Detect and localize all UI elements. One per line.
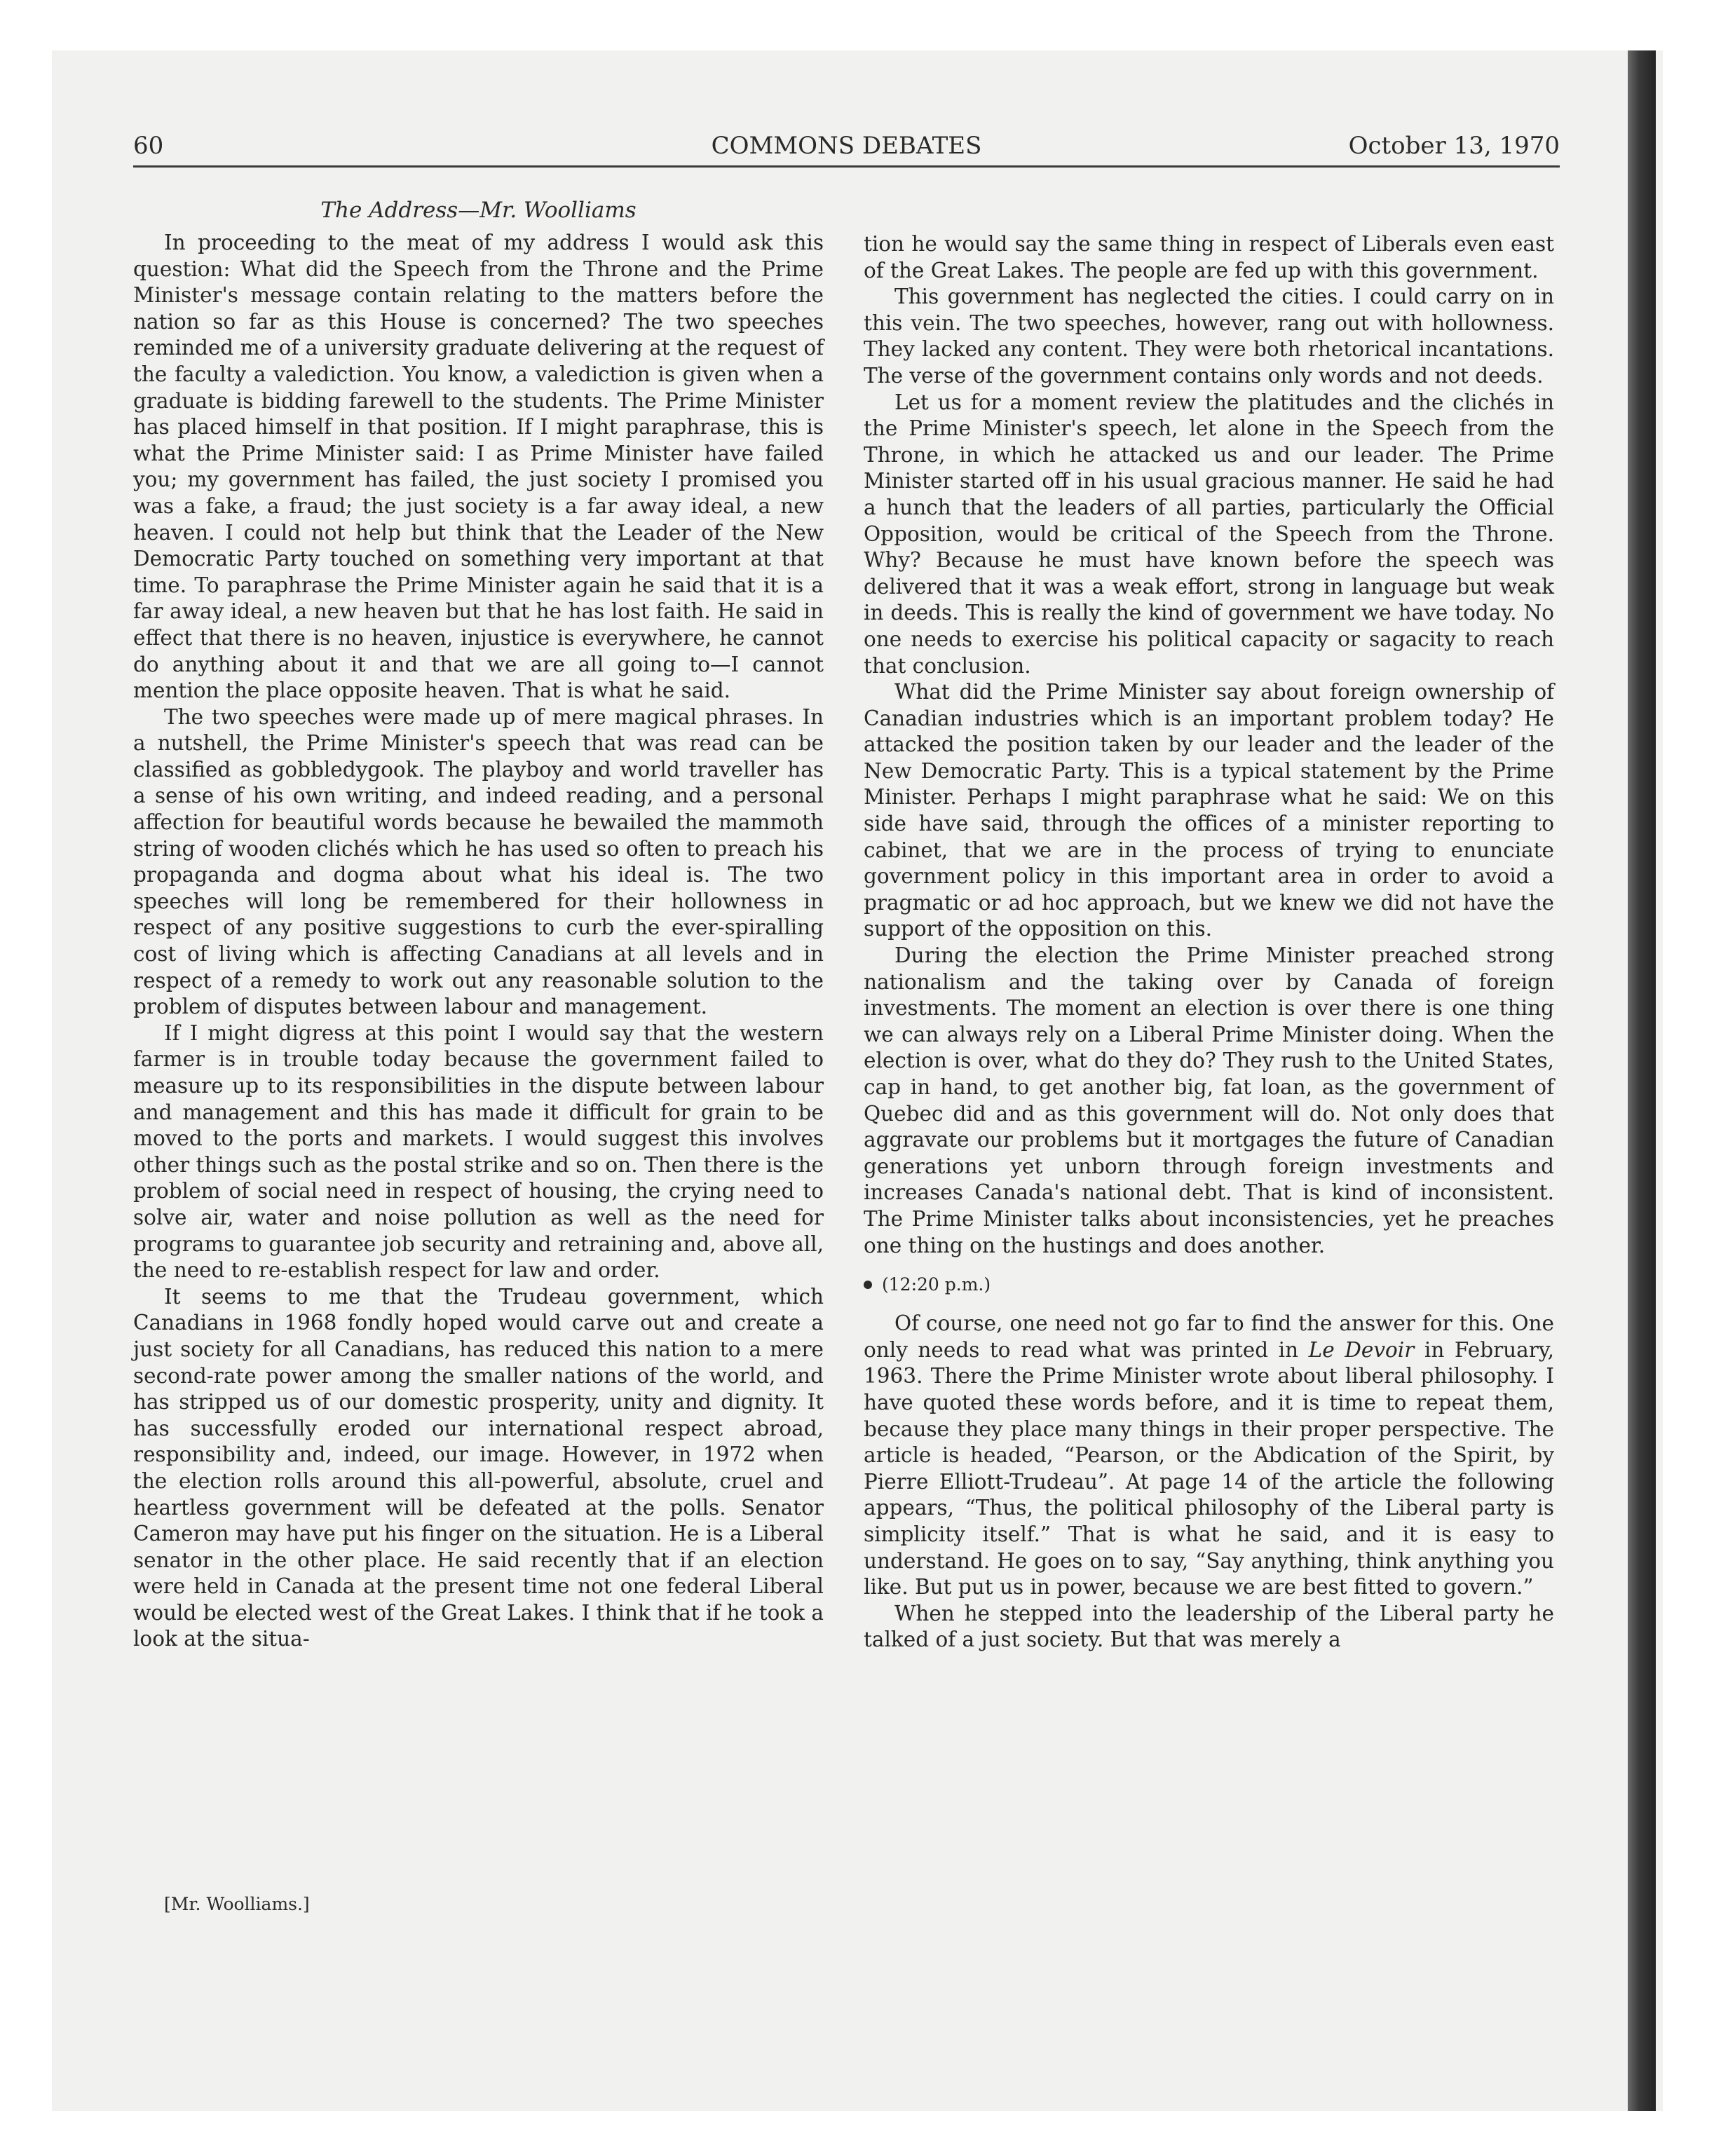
binding-edge <box>1628 50 1656 2111</box>
header-rule <box>133 165 1560 168</box>
paragraph: tion he would say the same thing in respect of Liberals even east of the Great Lakes. The people are fed up with this government. <box>864 232 1554 282</box>
paragraph: In proceeding to the meat of my address I would ask this question: What did the Speech from the Throne and the Prime Minister's message contain relating to the matters before the nation so far as this House is concerned? The two speeches reminded me of a university graduate delivering at the request of the faculty a valediction. You know, a valediction is given when a graduate is bidding farewell to the students. The Prime Minister has placed himself in that position. If I might paraphrase, this is what the Prime Minister said: I as Prime Minister have failed you; my government has failed, the just society I promised you was a fake, a fraud; the just society is a far away ideal, a new heaven. I could not help but think that the Leader of the New Democratic Party touched on something very important at that time. To paraphrase the Prime Minister again he said that it is a far away ideal, a new heaven but that he has lost faith. He said in effect that there is no heaven, injustice is everywhere, he cannot do anything about it and that we are all going to—I cannot mention the place opposite heaven. That is what he said. <box>133 231 824 703</box>
page-header <box>133 132 1560 168</box>
bullet-icon <box>864 1281 872 1289</box>
paragraph: Let us for a moment review the platitudes and the clichés in the Prime Minister's speech, let alone in the Speech from the Throne, in which he attacked us and our leader. The Prime Minister started off in his usual gracious manner. He said he had a hunch that the leaders of all parties, particularly the Official Opposition, would be critical of the Speech from the Throne. Why? Because he must have known before the speech was delivered that it was a weak effort, strong in language but weak in deeds. This is really the kind of government we have today. No one needs to exercise his political capacity or sagacity to reach that conclusion. <box>864 390 1554 678</box>
time-marker <box>864 1274 1554 1295</box>
paragraph: This government has neglected the cities. I could carry on in this vein. The two speeches, however, rang out with hollowness. They lacked any content. They were both rhetorical incantations. The verse of the government contains only words and not deeds. <box>864 285 1554 388</box>
publication-name: Le Devoir <box>1308 1337 1415 1362</box>
speaker-footer: [Mr. Woolliams.] <box>164 1894 310 1914</box>
page-number: 60 <box>133 132 164 160</box>
paragraph: What did the Prime Minister say about foreign ownership of Canadian industries which is an important problem today? He attacked the position taken by our leader and the leader of the New Democratic Party. This is a typical statement by the Prime Minister. Perhaps I might paraphrase what he said: We on this side have said, through the offices of a minister reporting to cabinet, that we are in the process of trying to enunciate government policy in this important area in order to avoid a pragmatic or ad hoc approach, but we knew we did not have the support of the opposition on this. <box>864 680 1554 941</box>
paragraph <box>864 1311 1554 1601</box>
time-marker-text: (12:20 p.m.) <box>882 1274 991 1295</box>
left-column <box>133 230 824 1653</box>
paragraph-text: in February, 1963. There the Prime Minister wrote about liberal philosophy. I have quoted these words before, and it is time to repeat them, because they place many things in their proper perspective. The article is headed, “Pearson, or the Abdication of the Spirit, by Pierre Elliott-Trudeau”. At page 14 of the article the following appears, “Thus, the political philosophy of the Liberal party is simplicity itself.” That is what he said, and it is easy to understand. He goes on to say, “Say anything, think anything you like. But put us in power, because we are best fitted to govern.” <box>864 1337 1554 1599</box>
paragraph: During the election the Prime Minister preached strong nationalism and the taking over by Canada of foreign investments. The moment an election is over there is one thing we can always rely on a Liberal Prime Minister doing. When the election is over, what do they do? They rush to the United States, cap in hand, to get another big, fat loan, as the government of Quebec did and as this government will do. Not only does that aggravate our problems but it mortgages the future of Canadian generations yet unborn through foreign investments and increases Canada's national debt. That is kind of inconsistent. The Prime Minister talks about inconsistencies, yet he preaches one thing on the hustings and does another. <box>864 943 1554 1257</box>
paragraph: When he stepped into the leadership of the Liberal party he talked of a just society. But that was merely a <box>864 1601 1554 1652</box>
right-column <box>864 231 1554 1653</box>
paragraph: The two speeches were made up of mere magical phrases. In a nutshell, the Prime Minister's speech that was read can be classified as gobbledygook. The playboy and world traveller has a sense of his own writing, and indeed reading, and a personal affection for beautiful words because he bewailed the mammoth string of wooden clichés which he has used so often to preach his propaganda and dogma about what his ideal is. The two speeches will long be remembered for their hollowness in respect of any positive suggestions to curb the ever-spiralling cost of living which is affecting Canadians at all levels and in respect of a remedy to work out any reasonable solution to the problem of disputes between labour and management. <box>133 704 824 1019</box>
paragraph: If I might digress at this point I would say that the western farmer is in trouble today because the government failed to measure up to its responsibilities in the dispute between labour and management and this has made it difficult for grain to be moved to the ports and markets. I would suggest this involves other things such as the postal strike and so on. Then there is the problem of social need in respect of housing, the crying need to solve air, water and noise pollution as well as the need for programs to guarantee job security and retraining and, above all, the need to re-establish respect for law and order. <box>133 1021 824 1283</box>
page-date: October 13, 1970 <box>1348 132 1560 160</box>
running-head: The Address—Mr. Woolliams <box>320 198 637 223</box>
paragraph: It seems to me that the Trudeau government, which Canadians in 1968 fondly hoped would carve out and create a just society for all Canadians, has reduced this nation to a mere second-rate power among the smaller nations of the world, and has stripped us of our domestic prosperity, unity and dignity. It has successfully eroded our international respect abroad, responsibility and, indeed, our image. However, in 1972 when the election rolls around this all-powerful, absolute, cruel and heartless government will be defeated at the polls. Senator Cameron may have put his finger on the situation. He is a Liberal senator in the other place. He said recently that if an election were held in Canada at the present time not one federal Liberal would be elected west of the Great Lakes. I think that if he took a look at the situa- <box>133 1284 824 1651</box>
publication-title: COMMONS DEBATES <box>711 132 982 160</box>
paragraph-text: Of course, one need not go far to find the answer for this. One only needs to read what was printed in <box>864 1311 1554 1362</box>
